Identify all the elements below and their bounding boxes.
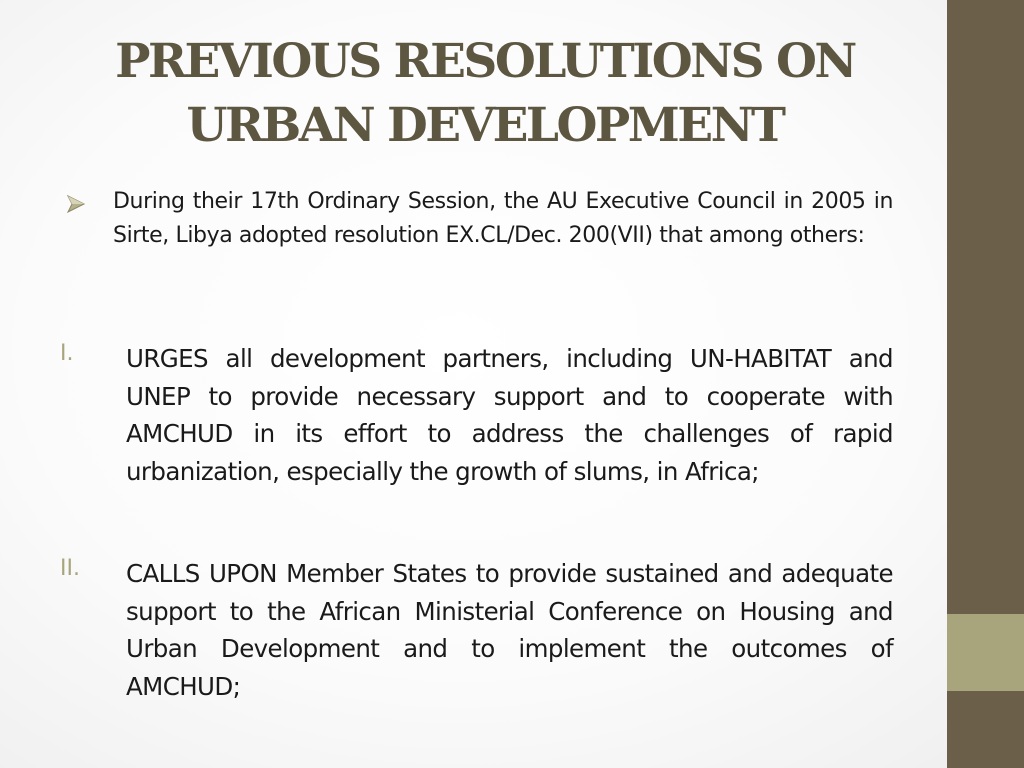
item-number: I.: [60, 341, 74, 366]
item-number: II.: [60, 556, 80, 581]
title-line-1: PREVIOUS RESOLUTIONS ON: [115, 34, 855, 89]
resolution-item: URGES all development partners, including UN-HABITAT and UNEP to provide necessary support and to cooperate with AMCHUD in its effort to address the challenges of rapid urbanization, especially the growth of slums, in Africa;: [126, 344, 893, 486]
arrow-bullet-icon: [66, 194, 86, 214]
side-accent-block: [947, 614, 1024, 691]
slide-title: [40, 30, 930, 158]
intro-paragraph: During their 17th Ordinary Session, the AU Executive Council in 2005 in Sirte, Libya adopted resolution EX.CL/Dec. 200(VII) that among others:: [113, 189, 893, 248]
title-line-2: URBAN DEVELOPMENT: [186, 98, 784, 153]
resolution-item: CALLS UPON Member States to provide sustained and adequate support to the African Ministerial Conference on Housing and Urban Development and to implement the outcomes of AMCHUD;: [126, 559, 893, 701]
